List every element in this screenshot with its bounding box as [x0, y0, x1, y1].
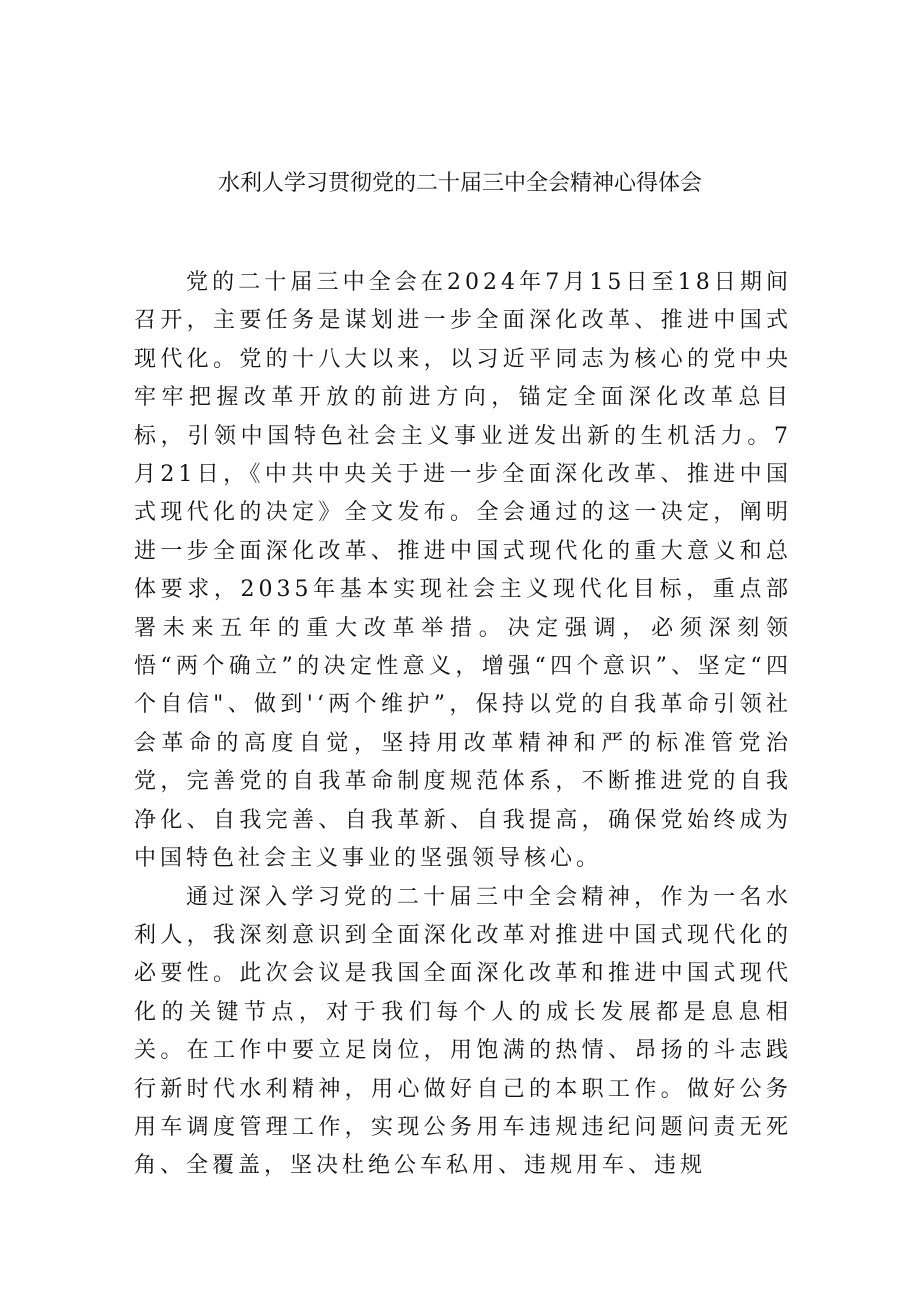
document-body	[134, 264, 792, 1186]
document-title: 水利人学习贯彻党的二十届三中全会精神心得体会	[217, 171, 702, 196]
paragraph-2: 通过深入学习党的二十届三中全会精神，作为一名水利人，我深刻意识到全面深化改革对推进中国式现代化的必要性。此次会议是我国全面深化改革和推进中国式现代化的关键节点，对于我们每个人的成长发展都是息息相关。在工作中要立足岗位，用饱满的热情、昂扬的斗志践行新时代水利精神，用心做好自己的本职工作。做好公务用车调度管理工作，实现公务用车违规违纪问题问责无死角、全覆盖，坚决杜绝公车私用、违规用车、违规	[134, 884, 792, 1179]
paragraph-1: 党的二十届三中全会在2024年7月15日至18日期间召开，主要任务是谋划进一步全面深化改革、推进中国式现代化。党的十八大以来，以习近平同志为核心的党中央牢牢把握改革开放的前进方向，锚定全面深化改革总目标，引领中国特色社会主义事业迸发出新的生机活力。7月21日，《中共中央关于进一步全面深化改革、推进中国式现代化的决定》全文发布。全会通过的这一决定，阐明进一步全面深化改革、推进中国式现代化的重大意义和总体要求，2035年基本实现社会主义现代化目标，重点部署未来五年的重大改革举措。决定强调，必须深刻领悟“两个确立”的决定性意义，增强“四个意识”、坚定“四个自信"、做到'‘两个维护”，保持以党的自我革命引领社会革命的高度自觉，坚持用改革精神和严的标准管党治党，完善党的自我革命制度规范体系，不断推进党的自我净化、自我完善、自我革新、自我提高，确保党始终成为中国特色社会主义事业的坚强领导核心。	[134, 270, 792, 872]
